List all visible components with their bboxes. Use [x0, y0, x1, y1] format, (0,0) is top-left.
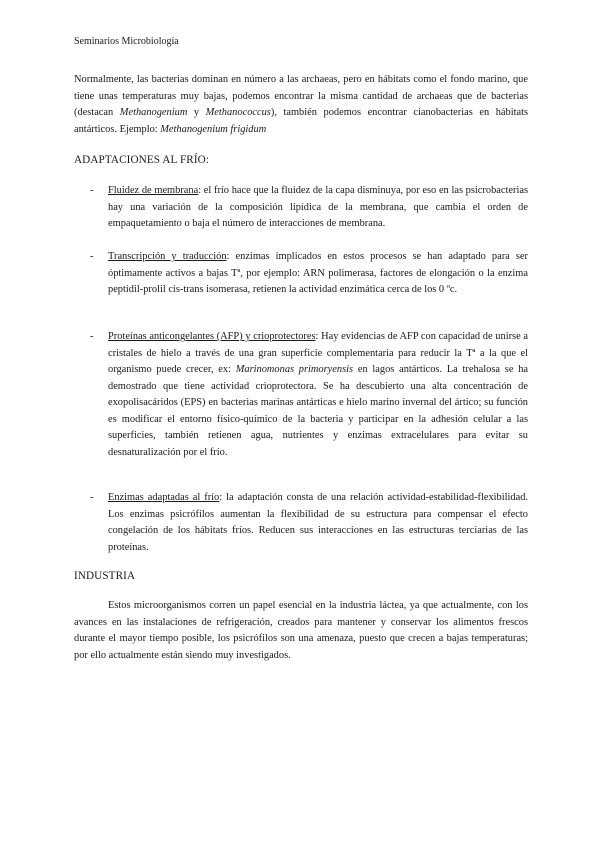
bullet-dash: - — [90, 492, 94, 503]
item-title: Transcripción y traducción — [108, 251, 227, 262]
bullet-dash: - — [90, 331, 94, 342]
item-title: Fluidez de membrana — [108, 185, 199, 196]
species-methanogenium: Methanogenium — [119, 107, 188, 118]
item-body: : enzimas implicados en estos procesos se han adaptado para ser óptimamente activos a bajas Tª, por ejemplo: ARN polimerasa, factores de elongación o la enzima peptidil-prolil cis-trans isomerasa, retienen la actividad enzimática cerca de los 0 ºc. — [108, 251, 528, 295]
item-body: : el frío hace que la fluidez de la capa disminuya, por eso en las psicrobacterias hay una variación de la composición lipídica de la membrana, que cambia el orden de empaquetamiento o baja el número de interacciones de membrana. — [108, 185, 528, 229]
page-header: Seminarios Microbiología — [74, 36, 179, 47]
intro-text-c: ), también podemos encontrar cianobacterias en hábitats antárticos. Ejemplo: — [74, 107, 529, 135]
species-methanogenium-frigidum: Methanogenium frigidum — [160, 123, 267, 135]
list-item-fluidez — [90, 183, 528, 233]
item-title: Proteínas anticongelantes (AFP) y crioprotectores — [108, 331, 316, 342]
item-body-a: : Hay evidencias de AFP con capacidad de unirse a cristales de hielo a través de una gran superficie complementaria para reducir la Tª a la que el organismo puede crecer, ex: — [108, 331, 528, 375]
industria-paragraph: Estos microorganismos corren un papel esencial en la industria láctea, ya que actualmente, con los avances en las instalaciones de refrigeración, creados para mantener y conservar los alimentos frescos durante el mayor tiempo posible, los psicrófilos son una amenaza, puesto que crecen a bajas temperaturas; por ello actualmente están siendo muy investigados. — [74, 600, 528, 661]
list-item-transcripcion — [90, 249, 528, 299]
list-item-enzimas — [90, 490, 528, 556]
bullet-dash: - — [90, 185, 94, 196]
intro-text-b: y — [187, 107, 206, 118]
intro-text-a: Normalmente, las bacterias dominan en número a las archaeas, pero en hábitats como el fondo marino, que tiene unas temperaturas muy bajas, podemos encontrar la misma cantidad de archaeas que de bacterias (destacan — [74, 74, 528, 118]
heading-adaptaciones: ADAPTACIONES AL FRÍO: — [74, 154, 210, 166]
list-item-proteinas — [90, 329, 528, 461]
bullet-dash: - — [90, 251, 94, 262]
item-text — [108, 183, 528, 233]
item-text — [108, 329, 528, 461]
intro-paragraph — [74, 72, 528, 138]
heading-industria: INDUSTRIA — [74, 570, 136, 582]
item-text — [108, 490, 528, 556]
item-body-b: en lagos antárticos. La trehalosa se ha demostrado que tiene actividad crioprotectora. Se ha descubierto una alta concentración de exopolisacáridos (EPS) en bacterias marinas antárticas e hielo marino invernal del ártico; su función es modificar el entorno físico-químico de la bacteria y participar en la adhesión celular a las superficies, también retienen agua, nutrientes y enzimas extracelulares para evitar su desnaturalización por el frío. — [108, 364, 529, 458]
item-body: : la adaptación consta de una relación actividad-estabilidad-flexibilidad. Los enzimas psicrófilos aumentan la flexibilidad de su estructura para compensar el efecto congelación de los hábitats fríos. Reducen sus interacciones en las estructuras terciarias de las proteínas. — [108, 492, 528, 553]
item-text — [108, 249, 528, 299]
species-marinomonas: Marinomonas primoryensis — [235, 364, 354, 375]
item-title: Enzimas adaptadas al frío — [108, 492, 220, 503]
species-methanococcus: Methanococcus — [205, 107, 271, 118]
